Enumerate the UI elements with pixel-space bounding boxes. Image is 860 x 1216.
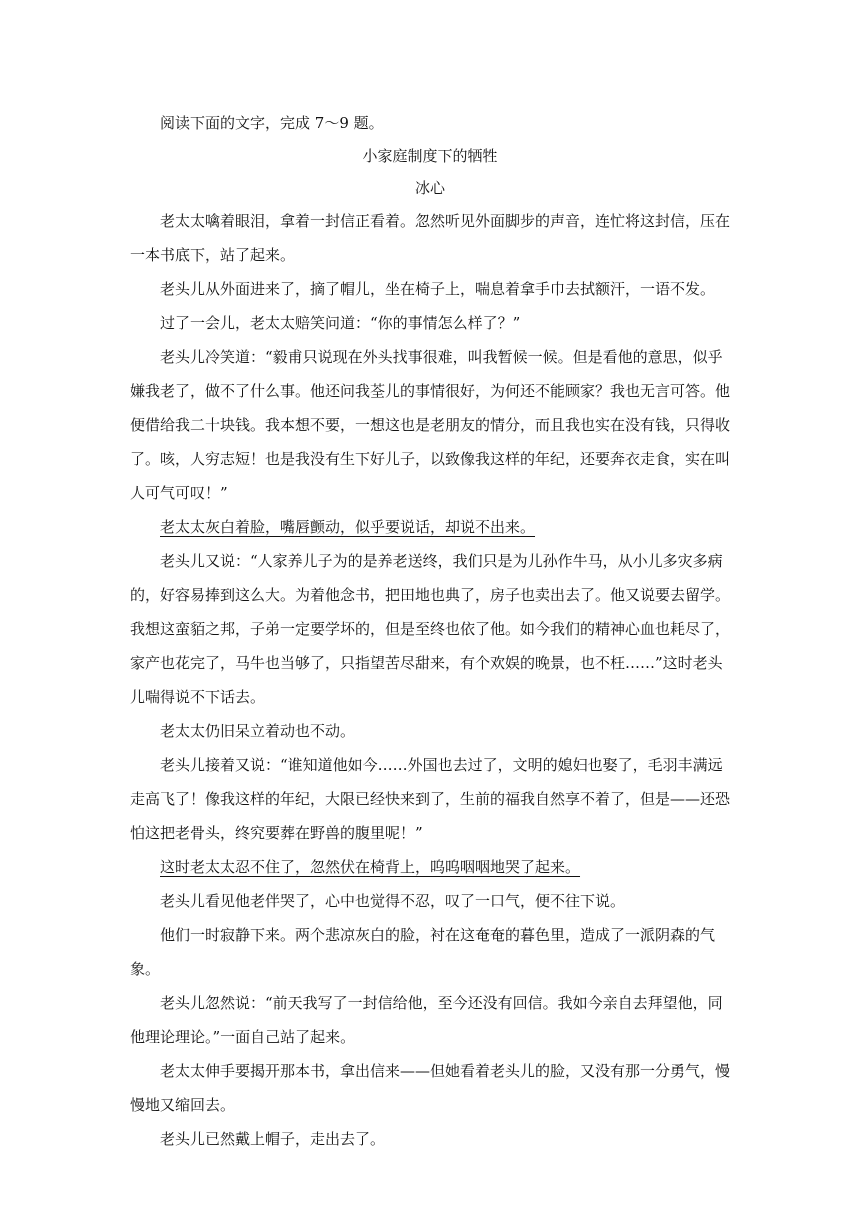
- paragraph-1: 老太太噙着眼泪，拿着一封信正看着。忽然听见外面脚步的声音，连忙将这封信，压在一本书底下，站了起来。: [130, 212, 731, 264]
- paragraph-5-underlined: [130, 510, 730, 544]
- article-author: 冰心: [414, 179, 445, 197]
- paragraph-12: 老头儿忽然说：“前天我写了一封信给他，至今还没有回信。我如今亲自去拜望他，同他理论理论。”一面自己站了起来。: [130, 994, 723, 1046]
- article-title: 小家庭制度下的牺牲: [362, 147, 498, 165]
- paragraph-4: 老头儿冷笑道：“毅甫只说现在外头找事很难，叫我暂候一候。但是看他的意思，似乎嫌我老了，做不了什么事。他还问我荃儿的事情很好，为何还不能顾家？我也无言可答。他便借给我二十块钱。我本想不要，一想这也是老朋友的情分，而且我也实在没有钱，只得收了。咳，人穷志短！也是我没有生下好儿子，以致像我这样的年纪，还要奔衣走食，实在叫人可气可叹！”: [130, 348, 731, 502]
- paragraph-13: 老太太伸手要揭开那本书，拿出信来——但她看着老头儿的脸，又没有那一分勇气，慢慢地又缩回去。: [130, 1062, 731, 1114]
- paragraph-8: 老头儿接着又说：“谁知道他如今……外国也去过了，文明的媳妇也娶了，毛羽丰满远走高飞了！像我这样的年纪，大限已经快来到了，生前的福我自然享不着了，但是——还恐怕这把老骨头，终究要葬在野兽的腹里呢！”: [130, 756, 731, 842]
- document-page: [130, 106, 730, 1156]
- paragraph-9-underlined: [130, 850, 730, 884]
- paragraph-2: 老头儿从外面进来了，摘了帽儿，坐在椅子上，喘息着拿手巾去拭额汗，一语不发。: [160, 280, 716, 298]
- paragraph-10: 老头儿看见他老伴哭了，心中也觉得不忍，叹了一口气，便不往下说。: [160, 892, 626, 910]
- paragraph-7: 老太太仍旧呆立着动也不动。: [160, 722, 356, 740]
- underlined-sentence-1: 老太太灰白着脸，嘴唇颤动，似乎要说话，却说不出来。: [160, 518, 536, 536]
- paragraph-6: 老头儿又说：“人家养儿子为的是养老送终，我们只是为儿孙作牛马，从小儿多灾多病的，好容易捧到这么大。为着他念书，把田地也典了，房子也卖出去了。他又说要去留学。我想这蛮貊之邦，子弟一定要学坏的，但是至终也依了他。如今我们的精神心血也耗尽了，家产也花完了，马牛也当够了，只指望苦尽甜来，有个欢娱的晚景，也不枉……”这时老头儿喘得说不下话去。: [130, 552, 731, 706]
- reading-instruction: 阅读下面的文字，完成 7～9 题。: [160, 114, 384, 132]
- paragraph-14: 老头儿已然戴上帽子，走出去了。: [160, 1130, 386, 1148]
- paragraph-3: 过了一会儿，老太太赔笑问道：“你的事情怎么样了？”: [160, 314, 521, 332]
- paragraph-11: 他们一时寂静下来。两个悲凉灰白的脸，衬在这奄奄的暮色里，造成了一派阴森的气象。: [130, 926, 716, 978]
- underlined-sentence-2: 这时老太太忍不住了，忽然伏在椅背上，呜呜咽咽地哭了起来。: [160, 858, 581, 876]
